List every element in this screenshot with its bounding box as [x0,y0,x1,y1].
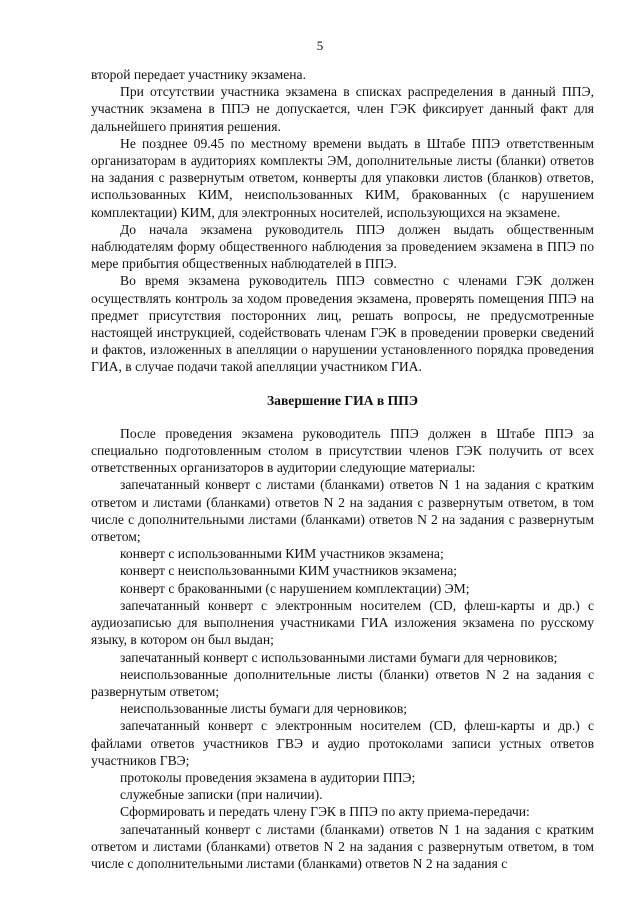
document-body [91,66,594,872]
paragraph: неиспользованные листы бумаги для черновиков; [120,701,408,717]
paragraph: запечатанный конверт с электронным носителем (CD, флеш-карты и др.) с файлами ответов участников ГВЭ и аудио протоколами записи устных ответов участников ГВЭ; [91,718,594,768]
page-number: 5 [316,38,324,53]
paragraph: запечатанный конверт с листами (бланками) ответов N 1 на задания с кратким ответом и листами (бланками) ответов N 2 на задания с развернутым ответом, в том числе с дополнительными листами (бланками) ответов N 2 на задания с [91,821,594,871]
paragraph: Во время экзамена руководитель ППЭ совместно с членами ГЭК должен осуществлять контроль за ходом проведения экзамена, проверять помещения ППЭ на предмет присутствия посторонних лиц, решать вопросы, не предусмотренные настоящей инструкцией, содействовать членам ГЭК в проведении проверки сведений и фактов, изложенных в апелляции о нарушении установленного порядка проведения ГИА, в случае подачи такой апелляции участником ГИА. [91,273,594,375]
paragraph: При отсутствии участника экзамена в списках распределения в данный ППЭ, участник экзамена в ППЭ не допускается, член ГЭК фиксирует данный факт для дальнейшего принятия решения. [91,84,594,134]
section-after [91,425,594,872]
section-before [91,66,594,376]
paragraph: второй передает участнику экзамена. [91,67,306,82]
paragraph: После проведения экзамена руководитель ППЭ должен в Штабе ППЭ за специально подготовленным столом в присутствии членов ГЭК получить от всех ответственных организаторов в аудитории следующие материалы: [91,425,594,476]
paragraph: конверт с использованными КИМ участников экзамена; [120,546,444,562]
paragraph: запечатанный конверт с использованными листами бумаги для черновиков; [120,649,558,665]
paragraph: Не позднее 09.45 по местному времени выдать в Штабе ППЭ ответственным организаторам в аудиториях комплекты ЭМ, дополнительные листы (бланки) ответов на задания с развернутым ответом, конверты для упаковки листов (бланков) ответов, использованных КИМ, неиспользованных КИМ, бракованных (с нарушением комплектации) КИМ, для электронных носителей, использующихся на экзамене. [91,135,594,220]
section-heading: Завершение ГИА в ППЭ [266,392,419,408]
paragraph: До начала экзамена руководитель ППЭ должен выдать общественным наблюдателям форму общественного наблюдения за проведением экзамена в ППЭ по мере прибытия общественных наблюдателей в ППЭ. [91,221,594,272]
paragraph: конверт с бракованными (с нарушением комплектации) ЭМ; [120,580,470,596]
paragraph: Сформировать и передать члену ГЭК в ППЭ по акту приема-передачи: [120,804,530,820]
paragraph: протоколы проведения экзамена в аудитории ППЭ; [120,769,416,785]
paragraph: служебные записки (при наличии). [120,787,323,803]
paragraph: запечатанный конверт с листами (бланками) ответов N 1 на задания с кратким ответом и листами (бланками) ответов N 2 на задания с развернутым ответом, в том числе с дополнительными листами (бланками) ответов N 2 на задания с развернутым ответом; [91,477,594,545]
paragraph: конверт с неиспользованными КИМ участников экзамена; [120,563,458,579]
paragraph: запечатанный конверт с электронным носителем (CD, флеш-карты и др.) с аудиозаписью для выполнения участниками ГИА изложения экзамена по русскому языку, в котором он был выдан; [91,597,594,648]
paragraph: неиспользованные дополнительные листы (бланки) ответов N 2 на задания с развернутым ответом; [91,666,594,699]
